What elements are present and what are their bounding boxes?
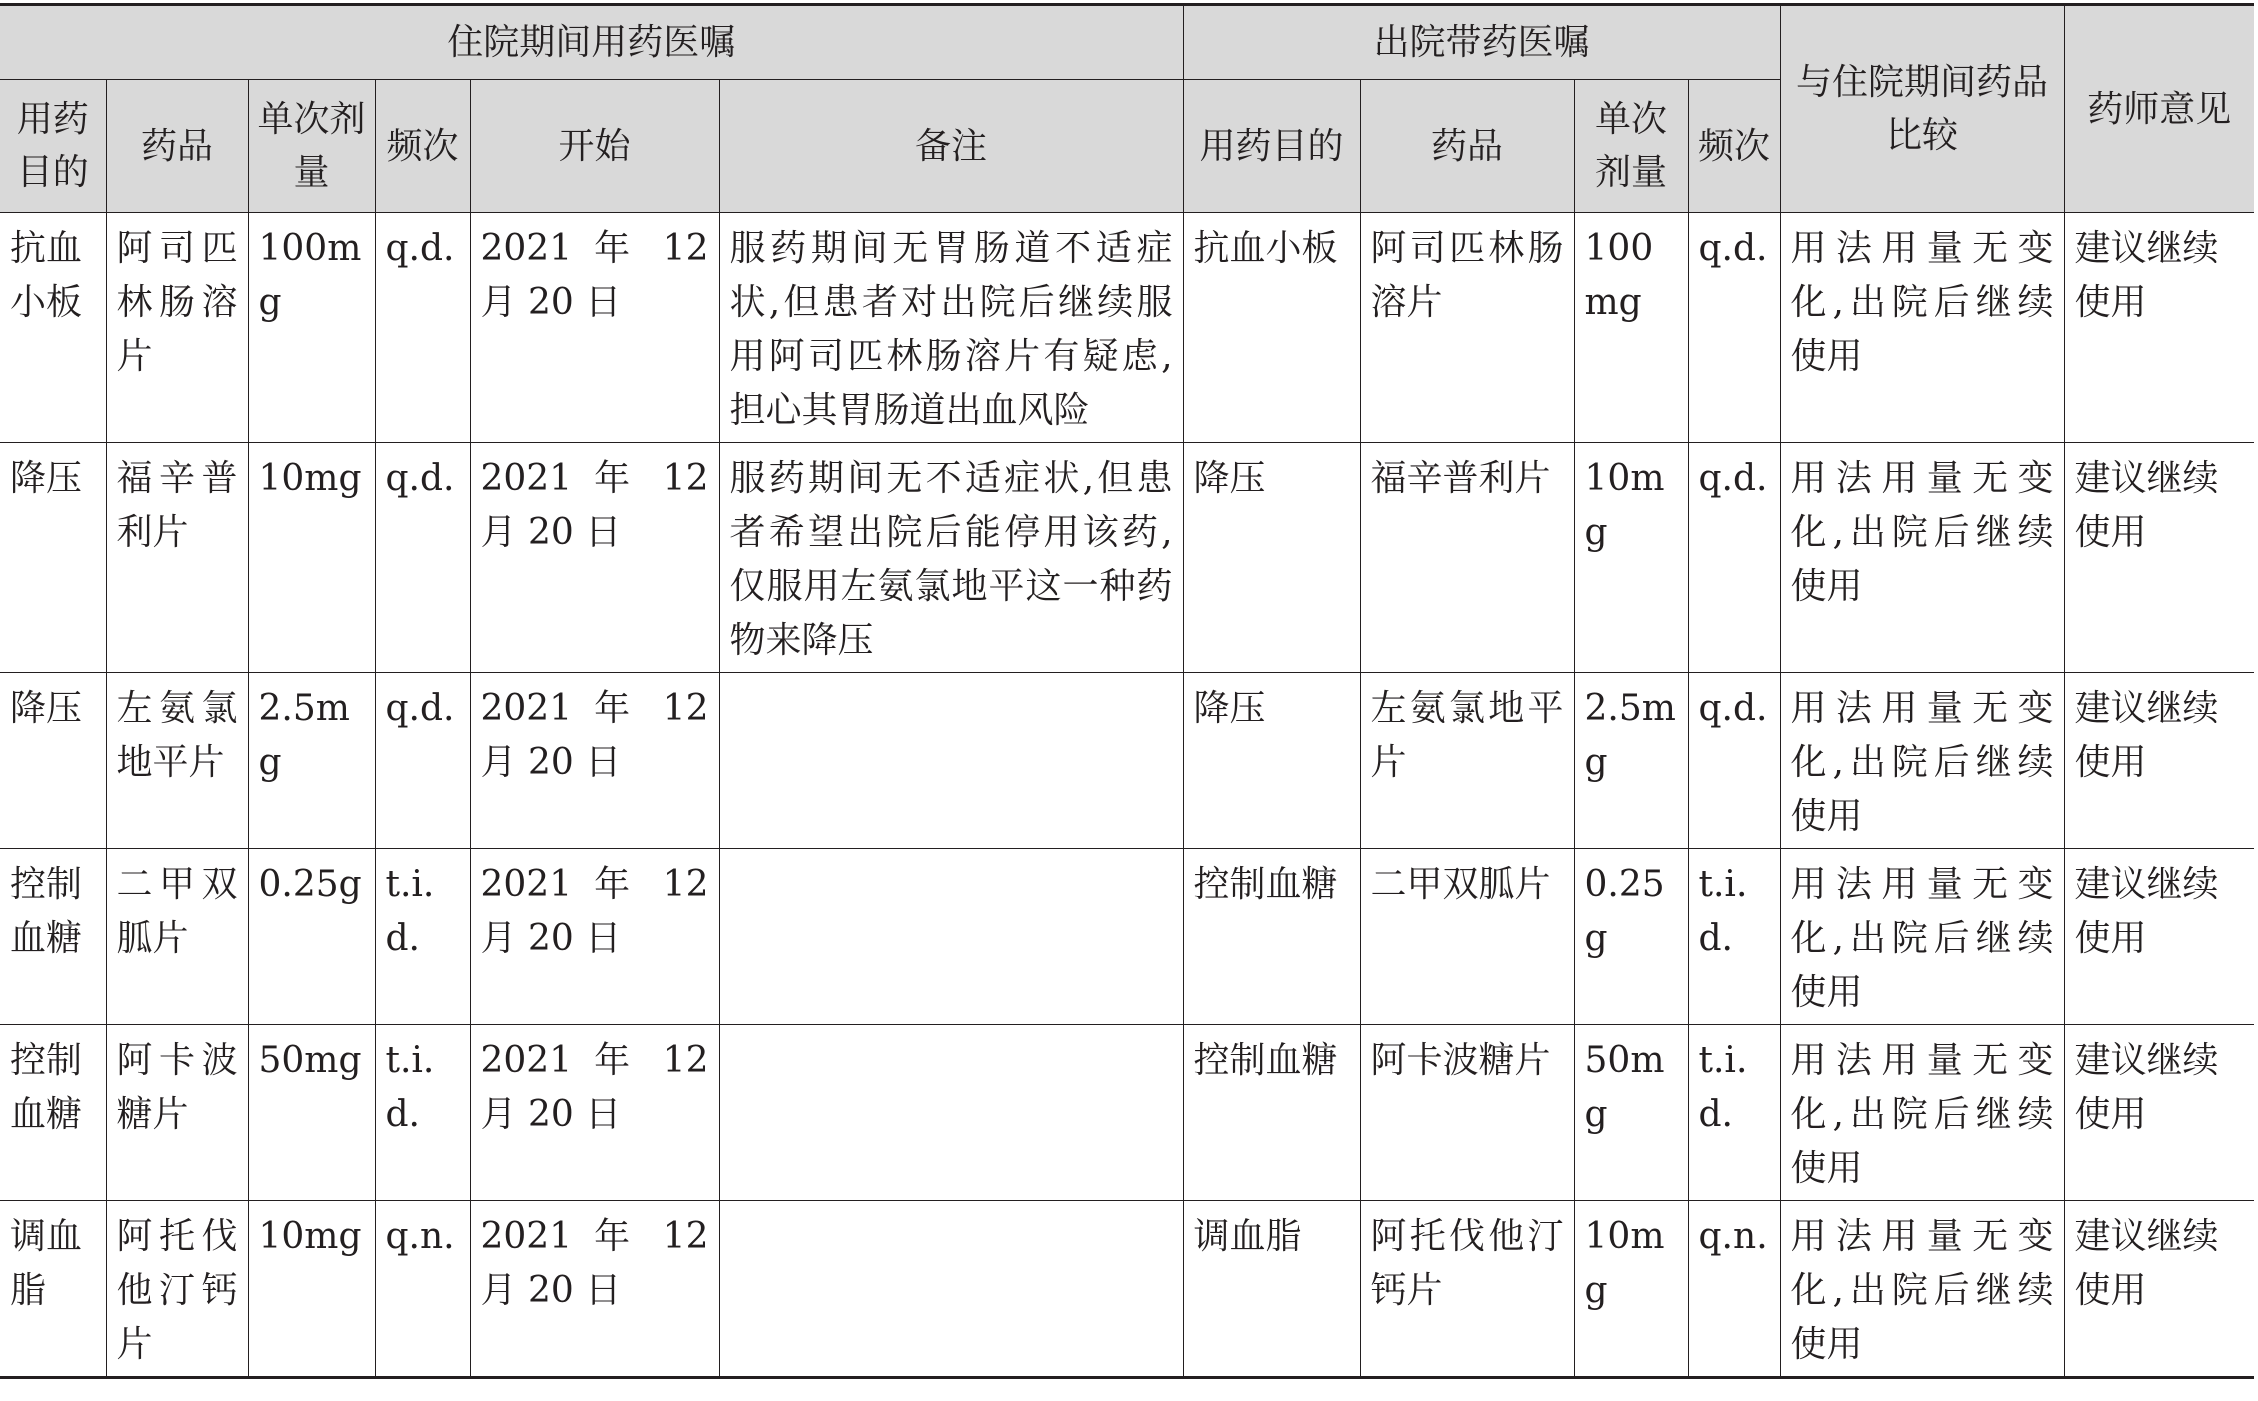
- discharge-frequency-cell: q.n.: [1688, 1201, 1780, 1378]
- pharmacist-opinion-cell: 建议继续使用: [2064, 443, 2254, 673]
- inpatient-frequency-cell: q.d.: [375, 673, 470, 849]
- compare-cell: 用法用量无变化,出院后继续使用: [1780, 1025, 2064, 1201]
- inpatient-drug-cell: 阿司匹林肠溶片: [106, 213, 248, 443]
- discharge-drug-cell: 阿司匹林肠溶片: [1360, 213, 1574, 443]
- table-row: [0, 849, 2254, 1025]
- inpatient-drug-cell: 阿卡波糖片: [106, 1025, 248, 1201]
- discharge-frequency-cell: q.d.: [1688, 673, 1780, 849]
- discharge-drug-cell: 二甲双胍片: [1360, 849, 1574, 1025]
- inpatient-frequency-cell: t.i.d.: [375, 1025, 470, 1201]
- discharge-purpose-header: 用药目的: [1183, 80, 1360, 213]
- inpatient-drug-header: 药品: [106, 80, 248, 213]
- discharge-dose-cell: 50mg: [1574, 1025, 1688, 1201]
- discharge-purpose-cell: 控制血糖: [1183, 1025, 1360, 1201]
- inpatient-dose-cell: 100mg: [248, 213, 375, 443]
- inpatient-purpose-cell: 控制血糖: [0, 849, 106, 1025]
- inpatient-frequency-cell: q.d.: [375, 213, 470, 443]
- inpatient-start-cell: 2021 年 12 月 20 日: [470, 213, 719, 443]
- pharmacist-opinion-cell: 建议继续使用: [2064, 849, 2254, 1025]
- discharge-frequency-header: 频次: [1688, 80, 1780, 213]
- table-row: [0, 1025, 2254, 1201]
- inpatient-note-cell: 服药期间无胃肠道不适症状,但患者对出院后继续服用阿司匹林肠溶片有疑虑,担心其胃肠道出血风险: [719, 213, 1183, 443]
- inpatient-purpose-cell: 调血脂: [0, 1201, 106, 1378]
- table-row: [0, 673, 2254, 849]
- compare-cell: 用法用量无变化,出院后继续使用: [1780, 673, 2064, 849]
- compare-cell: 用法用量无变化,出院后继续使用: [1780, 849, 2064, 1025]
- discharge-drug-header: 药品: [1360, 80, 1574, 213]
- inpatient-dose-cell: 10mg: [248, 443, 375, 673]
- discharge-dose-cell: 0.25g: [1574, 849, 1688, 1025]
- discharge-purpose-cell: 抗血小板: [1183, 213, 1360, 443]
- compare-cell: 用法用量无变化,出院后继续使用: [1780, 213, 2064, 443]
- inpatient-start-cell: 2021 年 12 月 20 日: [470, 673, 719, 849]
- discharge-drug-cell: 阿卡波糖片: [1360, 1025, 1574, 1201]
- discharge-frequency-cell: q.d.: [1688, 443, 1780, 673]
- discharge-drug-cell: 福辛普利片: [1360, 443, 1574, 673]
- inpatient-start-cell: 2021 年 12 月 20 日: [470, 1025, 719, 1201]
- inpatient-dose-cell: 2.5mg: [248, 673, 375, 849]
- discharge-purpose-cell: 调血脂: [1183, 1201, 1360, 1378]
- table-row: [0, 213, 2254, 443]
- discharge-purpose-cell: 降压: [1183, 673, 1360, 849]
- inpatient-purpose-cell: 降压: [0, 673, 106, 849]
- inpatient-purpose-cell: 降压: [0, 443, 106, 673]
- inpatient-drug-cell: 左氨氯地平片: [106, 673, 248, 849]
- inpatient-frequency-cell: q.d.: [375, 443, 470, 673]
- discharge-dose-cell: 10mg: [1574, 1201, 1688, 1378]
- compare-cell: 用法用量无变化,出院后继续使用: [1780, 443, 2064, 673]
- discharge-dose-cell: 10mg: [1574, 443, 1688, 673]
- inpatient-dose-cell: 0.25g: [248, 849, 375, 1025]
- inpatient-note-cell: [719, 673, 1183, 849]
- pharmacist-opinion-cell: 建议继续使用: [2064, 673, 2254, 849]
- discharge-dose-cell: 2.5mg: [1574, 673, 1688, 849]
- discharge-frequency-cell: q.d.: [1688, 213, 1780, 443]
- inpatient-start-header: 开始: [470, 80, 719, 213]
- inpatient-dose-cell: 10mg: [248, 1201, 375, 1378]
- discharge-drug-cell: 左氨氯地平片: [1360, 673, 1574, 849]
- discharge-frequency-cell: t.i.d.: [1688, 849, 1780, 1025]
- table-row: [0, 1201, 2254, 1378]
- inpatient-dose-header: 单次剂量: [248, 80, 375, 213]
- medication-reconciliation-table-frame: [0, 3, 2254, 1379]
- inpatient-drug-cell: 二甲双胍片: [106, 849, 248, 1025]
- inpatient-purpose-cell: 控制血糖: [0, 1025, 106, 1201]
- discharge-purpose-cell: 控制血糖: [1183, 849, 1360, 1025]
- table-row: [0, 443, 2254, 673]
- inpatient-note-header: 备注: [719, 80, 1183, 213]
- inpatient-orders-group-header: 住院期间用药医嘱: [0, 5, 1183, 80]
- inpatient-frequency-header: 频次: [375, 80, 470, 213]
- pharmacist-opinion-header: 药师意见: [2064, 5, 2254, 213]
- compare-cell: 用法用量无变化,出院后继续使用: [1780, 1201, 2064, 1378]
- inpatient-purpose-header: 用药目的: [0, 80, 106, 213]
- discharge-purpose-cell: 降压: [1183, 443, 1360, 673]
- compare-column-header: 与住院期间药品比较: [1780, 5, 2064, 213]
- inpatient-note-cell: [719, 849, 1183, 1025]
- inpatient-purpose-cell: 抗血小板: [0, 213, 106, 443]
- pharmacist-opinion-cell: 建议继续使用: [2064, 1201, 2254, 1378]
- inpatient-note-cell: [719, 1025, 1183, 1201]
- discharge-orders-group-header: 出院带药医嘱: [1183, 5, 1780, 80]
- discharge-dose-cell: 100mg: [1574, 213, 1688, 443]
- inpatient-start-cell: 2021 年 12 月 20 日: [470, 1201, 719, 1378]
- discharge-frequency-cell: t.i.d.: [1688, 1025, 1780, 1201]
- inpatient-frequency-cell: q.n.: [375, 1201, 470, 1378]
- inpatient-note-cell: 服药期间无不适症状,但患者希望出院后能停用该药,仅服用左氨氯地平这一种药物来降压: [719, 443, 1183, 673]
- inpatient-start-cell: 2021 年 12 月 20 日: [470, 849, 719, 1025]
- discharge-dose-header: 单次剂量: [1574, 80, 1688, 213]
- pharmacist-opinion-cell: 建议继续使用: [2064, 213, 2254, 443]
- inpatient-frequency-cell: t.i.d.: [375, 849, 470, 1025]
- medication-reconciliation-table: [0, 3, 2254, 1379]
- inpatient-start-cell: 2021 年 12 月 20 日: [470, 443, 719, 673]
- pharmacist-opinion-cell: 建议继续使用: [2064, 1025, 2254, 1201]
- inpatient-drug-cell: 福辛普利片: [106, 443, 248, 673]
- inpatient-dose-cell: 50mg: [248, 1025, 375, 1201]
- inpatient-note-cell: [719, 1201, 1183, 1378]
- discharge-drug-cell: 阿托伐他汀钙片: [1360, 1201, 1574, 1378]
- inpatient-drug-cell: 阿托伐他汀钙片: [106, 1201, 248, 1378]
